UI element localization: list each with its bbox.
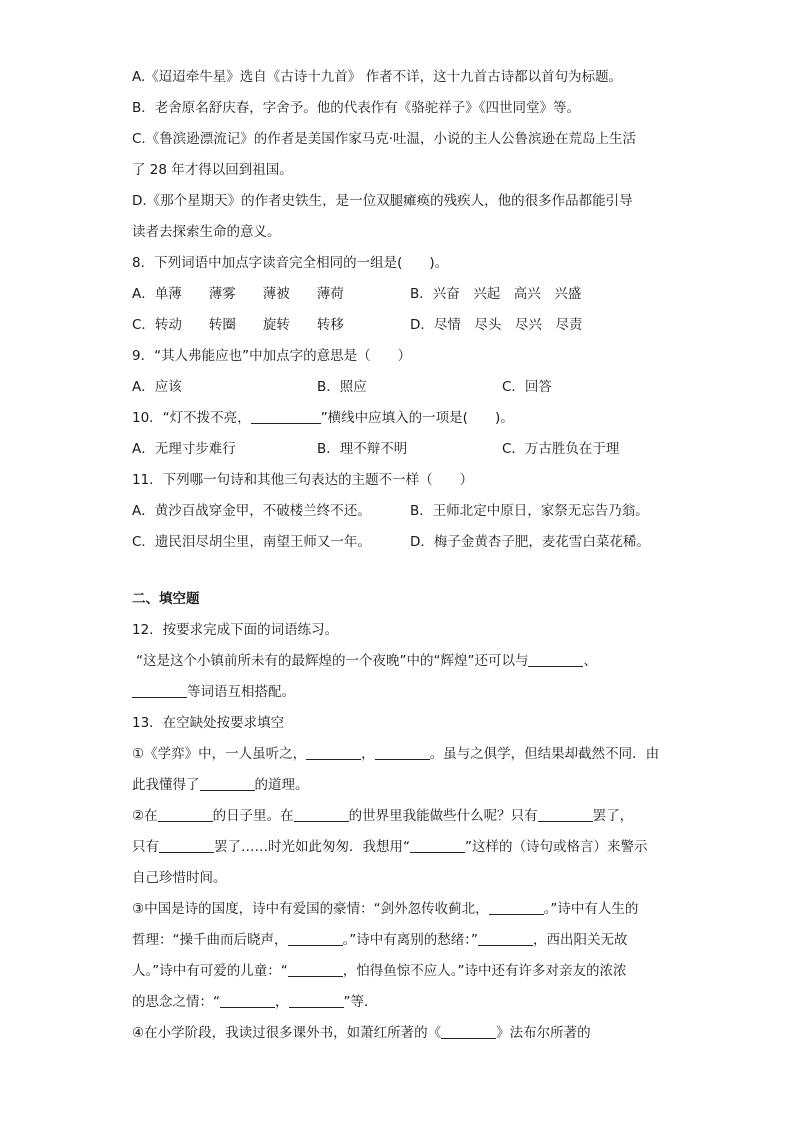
q13-p1-text-a: ①《学弈》中，一人虽听之， xyxy=(132,746,307,762)
q8-option-c: C．转动 转圈 旋转 转移 xyxy=(132,317,344,333)
q13-p1-text-b: ， xyxy=(361,746,375,762)
q8-option-d: D．尽情 尽头 尽兴 尽责 xyxy=(410,317,583,333)
q9-option-a: A．应该 xyxy=(132,379,182,395)
q7-option-a: A.《迢迢牵牛星》选自《古诗十九首》 作者不详，这十九首古诗都以首句为标题。 xyxy=(132,69,623,85)
q13-p4-blank-1[interactable] xyxy=(441,1023,496,1039)
q13-part2-line1 xyxy=(132,801,677,832)
q13-p3-text-h: 的思念之情：“ xyxy=(132,994,220,1010)
q13-p3-text-a: ③中国是诗的国度，诗中有爱国的豪情：“剑外忽传收蓟北， xyxy=(132,901,489,917)
q8-option-b: B．兴奋 兴起 高兴 兴盛 xyxy=(410,286,582,302)
worksheet-page xyxy=(132,62,677,1049)
q13-p2-text-e: 只有 xyxy=(132,839,159,855)
q13-p1-blank-3[interactable] xyxy=(200,775,255,791)
q12-stem: 12．按要求完成下面的词语练习。 xyxy=(132,622,339,638)
q13-p2-text-f: 罢了……时光如此匆匆．我想用“ xyxy=(214,839,410,855)
q13-part2-line2 xyxy=(132,832,677,863)
q7-option-c-line1: C.《鲁滨逊漂流记》的作者是美国作家马克·吐温，小说的主人公鲁滨逊在荒岛上生活 xyxy=(132,131,637,147)
q13-p3-blank-5[interactable] xyxy=(220,992,275,1008)
q13-p3-blank-6[interactable] xyxy=(289,992,344,1008)
q12-line1 xyxy=(132,646,677,677)
q7-option-b: B．老舍原名舒庆春，字舍予。他的代表作有《骆驼祥子》《四世同堂》等。 xyxy=(132,100,581,116)
q13-p4-text-a: ④在小学阶段，我读过很多课外书，如萧红所著的《 xyxy=(132,1025,442,1041)
q10-option-c: C．万古胜负在于理 xyxy=(502,441,620,457)
q13-p2-blank-3[interactable] xyxy=(538,806,593,822)
q13-part1-line1 xyxy=(132,739,677,770)
q13-part1-line2 xyxy=(132,770,677,801)
q13-p1-text-d: 此我懂得了 xyxy=(132,777,200,793)
q8-stem: 8．下列词语中加点字读音完全相同的一组是( )。 xyxy=(132,255,449,271)
q11-option-c: C．遗民泪尽胡尘里，南望王师又一年。 xyxy=(132,534,371,550)
q12-line2 xyxy=(132,677,677,708)
q13-p2-blank-1[interactable] xyxy=(158,806,213,822)
q13-p2-text-a: ②在 xyxy=(132,808,158,824)
q9-option-c: C．回答 xyxy=(502,379,552,395)
q13-p1-text-c: 。虽与之俱学，但结果却截然不同．由 xyxy=(429,746,660,762)
q11-option-d: D．梅子金黄杏子肥，麦花雪白菜花稀。 xyxy=(410,534,650,550)
q11-option-a: A．黄沙百战穿金甲，不破楼兰终不还。 xyxy=(132,503,371,519)
q13-p3-text-e: ，西出阳关无故 xyxy=(533,932,628,948)
q13-p3-blank-4[interactable] xyxy=(288,961,343,977)
q13-p3-blank-2[interactable] xyxy=(288,930,343,946)
q13-stem: 13．在空缺处按要求填空 xyxy=(132,715,285,731)
q13-p3-text-d: 。”诗中有离别的愁绪：” xyxy=(342,932,478,948)
q13-part3-line2 xyxy=(132,925,677,956)
q13-p1-blank-2[interactable] xyxy=(375,744,430,760)
q11-stem: 11．下列哪一句诗和其他三句表达的主题不一样（ ） xyxy=(132,472,474,488)
q9-option-b: B．照应 xyxy=(317,379,367,395)
q13-p3-text-c: 哲理：“操千曲而后晓声， xyxy=(132,932,288,948)
q13-p2-blank-5[interactable] xyxy=(410,837,465,853)
q13-p1-text-e: 的道理。 xyxy=(254,777,309,793)
q10-option-b: B．理不辩不明 xyxy=(317,441,408,457)
q13-part3-line1 xyxy=(132,894,677,925)
q13-p1-blank-1[interactable] xyxy=(306,744,361,760)
q13-p4-text-b: 》法布尔所著的 xyxy=(496,1025,591,1041)
q13-p2-text-g: ”这样的（诗句或格言）来警示 xyxy=(465,839,648,855)
q10-options xyxy=(132,434,677,465)
q11-options-row2 xyxy=(132,527,677,558)
q13-p3-blank-3[interactable] xyxy=(478,930,533,946)
q10-stem-post: ”横线中应填入的一项是( )。 xyxy=(320,410,514,426)
q12-blank-1[interactable] xyxy=(528,651,583,667)
q13-part4-line1 xyxy=(132,1018,677,1049)
q9-stem: 9．“其人弗能应也”中加点字的意思是（ ） xyxy=(132,348,412,364)
q10-blank[interactable] xyxy=(251,408,321,424)
q13-part3-line3 xyxy=(132,956,677,987)
q7-option-d-line2: 读者去探索生命的意义。 xyxy=(132,224,281,240)
q13-p3-text-b: 。”诗中有人生的 xyxy=(543,901,639,917)
q11-options-row1 xyxy=(132,496,677,527)
q12-blank-2[interactable] xyxy=(132,682,187,698)
q13-p3-text-i: ， xyxy=(275,994,289,1010)
q12-text: “这是这个小镇前所未有的最辉煌的一个夜晚”中的“辉煌”还可以与 xyxy=(136,653,529,669)
q7-option-c-line2: 了 28 年才得以回到祖国。 xyxy=(132,162,293,178)
q7-option-d-line1: D.《那个星期天》的作者史铁生，是一位双腿瘫痪的残疾人，他的很多作品都能引导 xyxy=(132,193,633,209)
q13-p2-text-c: 的世界里我能做些什么呢？只有 xyxy=(348,808,538,824)
q13-p3-text-g: ，怕得鱼惊不应人。”诗中还有许多对亲友的浓浓 xyxy=(342,963,627,979)
q8-options-row2 xyxy=(132,310,677,341)
q13-p2-text-b: 的日子里。在 xyxy=(212,808,294,824)
q8-option-a: A．单薄 薄雾 薄被 薄荷 xyxy=(132,286,344,302)
section-fill-in-title: 二、填空题 xyxy=(132,591,200,607)
q13-p3-text-f: 人。”诗中有可爱的儿童：“ xyxy=(132,963,288,979)
q10-stem-pre: 10．“灯不拨不亮， xyxy=(132,410,251,426)
q12-separator: 、 xyxy=(583,653,597,669)
q10-option-a: A．无理寸步难行 xyxy=(132,441,236,457)
q13-p3-text-j: ”等． xyxy=(343,994,378,1010)
q11-option-b: B．王师北定中原日，家祭无忘告乃翁。 xyxy=(410,503,649,519)
q13-p2-text-d: 罢了， xyxy=(592,808,634,824)
q10-stem xyxy=(132,403,677,434)
q13-p3-blank-1[interactable] xyxy=(489,899,544,915)
q9-options xyxy=(132,372,677,403)
q13-p2-blank-4[interactable] xyxy=(159,837,214,853)
q13-p2-blank-2[interactable] xyxy=(294,806,349,822)
q12-text-end: 等词语互相搭配。 xyxy=(187,684,295,700)
q13-part2-line3: 自己珍惜时间。 xyxy=(132,870,227,886)
q13-part3-line4 xyxy=(132,987,677,1018)
q8-options-row1 xyxy=(132,279,677,310)
